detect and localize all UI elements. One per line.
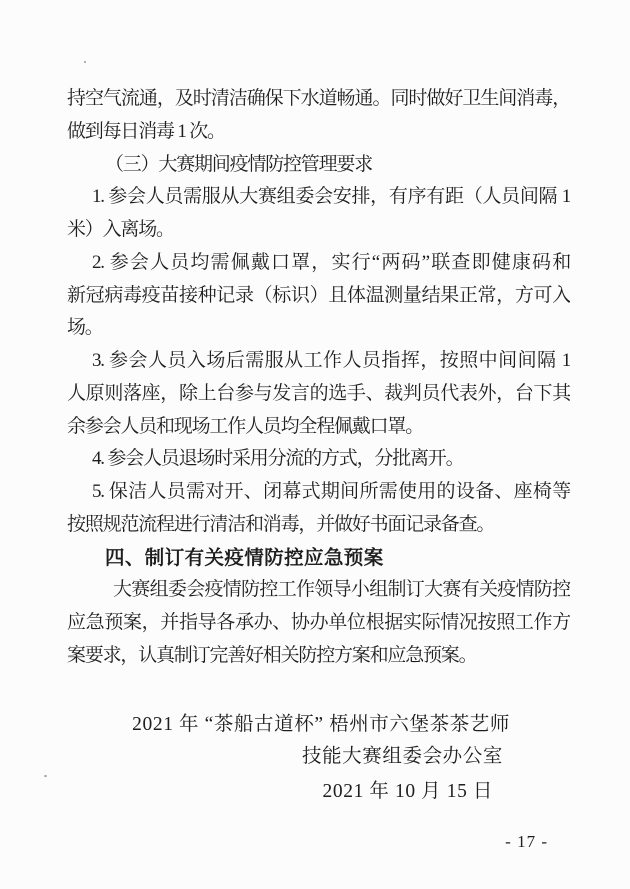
scan-artifact-speck xyxy=(84,61,86,63)
body-text-line: 3. 参会人员入场后需服从工作人员指挥，按照中间间隔 1 xyxy=(92,350,570,371)
signature-date: 2021 年 10 月 15 日 xyxy=(322,781,493,802)
body-text-line: 人原则落座，除上台参与发言的选手、裁判员代表外，台下其 xyxy=(67,382,570,404)
body-text-line: 按照规范流程进行清洁和消毒，并做好书面记录备查。 xyxy=(67,513,495,535)
body-text-line: 5. 保洁人员需对开、闭幕式期间所需使用的设备、座椅等 xyxy=(92,481,570,502)
body-text-line: 大赛组委会疫情防控工作领导小组制订大赛有关疫情防控 xyxy=(113,579,570,601)
body-text-line: 2. 参会人员均需佩戴口罩，实行“两码”联查即健康码和 xyxy=(92,251,570,273)
body-text-line: 新冠病毒疫苗接种记录（标识）且体温测量结果正常，方可入 xyxy=(67,284,570,306)
body-text-line: 案要求，认真制订完善好相关防控方案和应急预案。 xyxy=(67,644,477,666)
body-text-line: 米）入离场。 xyxy=(67,219,174,240)
body-text-line: 应急预案，并指导各承办、协办单位根据实际情况按照工作方 xyxy=(67,612,570,633)
body-text-line: 持空气流通，及时清洁确保下水道畅通。同时做好卫生间消毒， xyxy=(67,88,570,109)
body-text-line: 余参会人员和现场工作人员均全程佩戴口罩。 xyxy=(67,415,424,437)
body-text-line: 4. 参会人员退场时采用分流的方式，分批离开。 xyxy=(92,448,464,470)
document-body xyxy=(67,83,570,673)
signature-organization-line1: 2021 年 “茶船古道杯” 梧州市六堡茶茶艺师 xyxy=(132,714,510,735)
scan-artifact-speck xyxy=(44,775,47,777)
body-text-line: 1. 参会人员需服从大赛组委会安排，有序有距（人员间隔 1 xyxy=(92,186,570,208)
signature-organization-line2: 技能大赛组委会办公室 xyxy=(301,746,503,767)
body-text-line: 做到每日消毒 1 次。 xyxy=(67,120,225,142)
section-heading-4: 四、制订有关疫情防控应急预案 xyxy=(105,546,384,569)
body-text-line: 场。 xyxy=(67,317,103,339)
section-heading-3: （三）大赛期间疫情防控管理要求 xyxy=(105,153,373,175)
page-number: - 17 - xyxy=(505,832,548,851)
